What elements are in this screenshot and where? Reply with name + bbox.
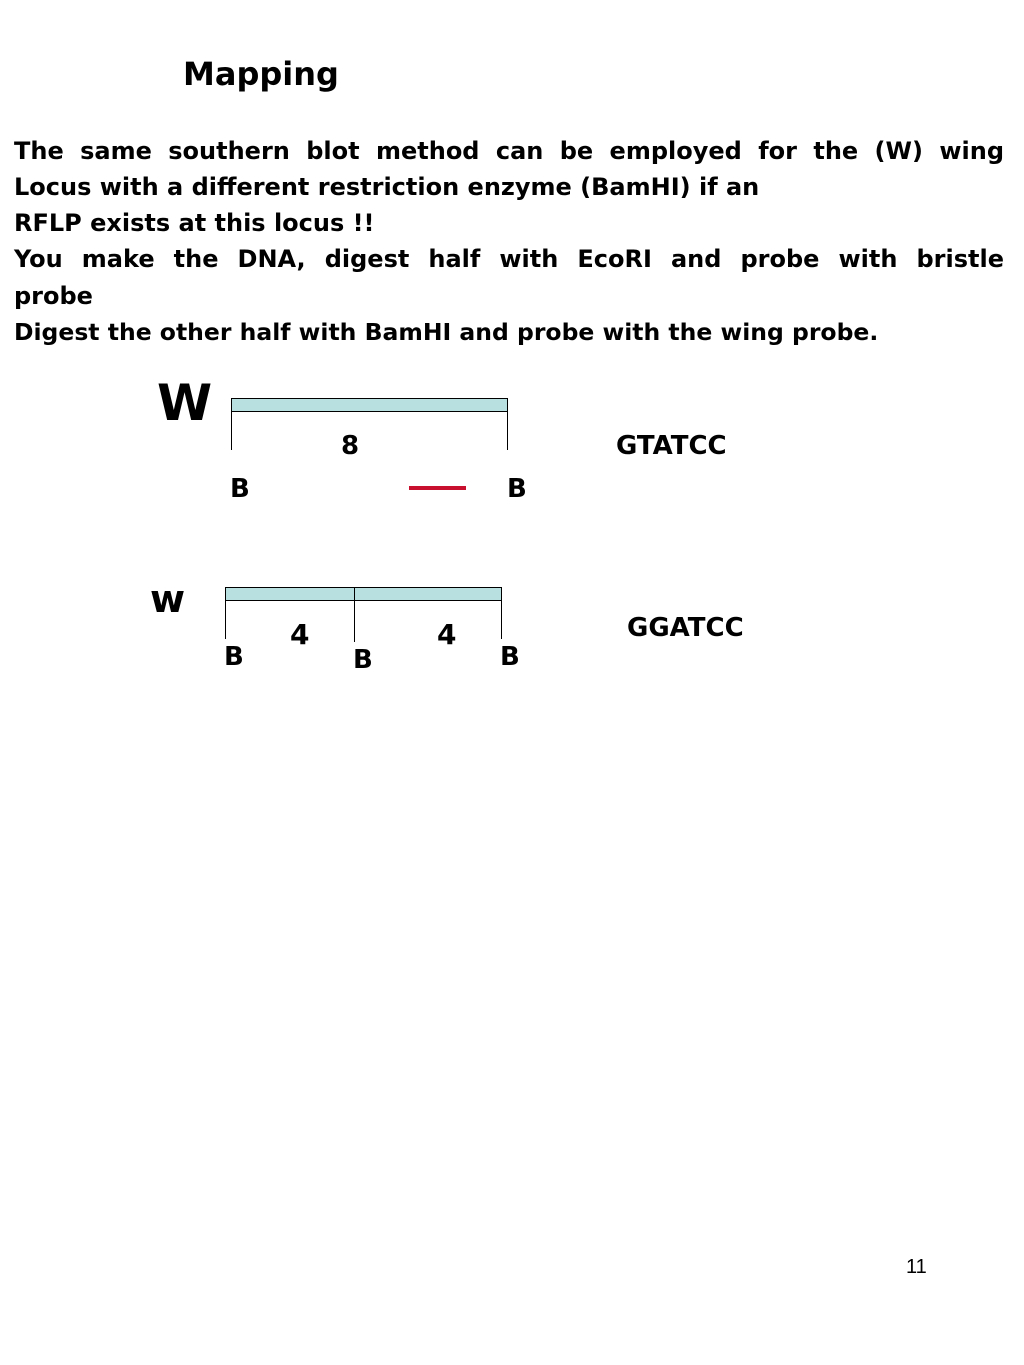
- allele-w-recessive-site-left: B: [224, 642, 244, 672]
- allele-w-recessive-sequence: GGATCC: [627, 613, 744, 643]
- body-line-6: Digest the other half with BamHI and probe with the wing probe.: [14, 318, 879, 346]
- wing-probe-line: [409, 486, 466, 490]
- allele-w-recessive-left-size: 4: [290, 618, 310, 651]
- allele-w-label: W: [157, 374, 213, 432]
- body-line-4: You make the DNA, digest half with EcoRI and probe with bristle: [14, 245, 1004, 273]
- allele-w-recessive-right-site-tick: [501, 587, 502, 639]
- page-number: 11: [906, 1256, 927, 1278]
- slide-title: Mapping: [183, 55, 339, 93]
- allele-w-site-left: B: [230, 474, 250, 504]
- allele-w-dna-bar: [231, 398, 508, 412]
- allele-w-recessive-site-right: B: [500, 642, 520, 672]
- body-line-3: RFLP exists at this locus !!: [14, 209, 375, 237]
- allele-w-site-right: B: [507, 474, 527, 504]
- allele-w-recessive-middle-site-tick: [354, 587, 355, 642]
- allele-w-recessive-label: w: [150, 577, 186, 621]
- allele-w-recessive-dna-bar: [225, 587, 502, 601]
- allele-w-right-site-tick: [507, 398, 508, 450]
- body-line-5: probe: [14, 282, 93, 310]
- allele-w-recessive-site-middle: B: [353, 645, 373, 675]
- body-line-1: The same southern blot method can be employed for the (W) wing: [14, 137, 1004, 165]
- allele-w-fragment-size: 8: [341, 431, 360, 461]
- allele-w-sequence: GTATCC: [616, 431, 727, 461]
- allele-w-recessive-left-site-tick: [225, 587, 226, 639]
- allele-w-left-site-tick: [231, 398, 232, 450]
- body-line-2: Locus with a different restriction enzyme (BamHI) if an: [14, 173, 760, 201]
- allele-w-recessive-right-size: 4: [437, 618, 457, 651]
